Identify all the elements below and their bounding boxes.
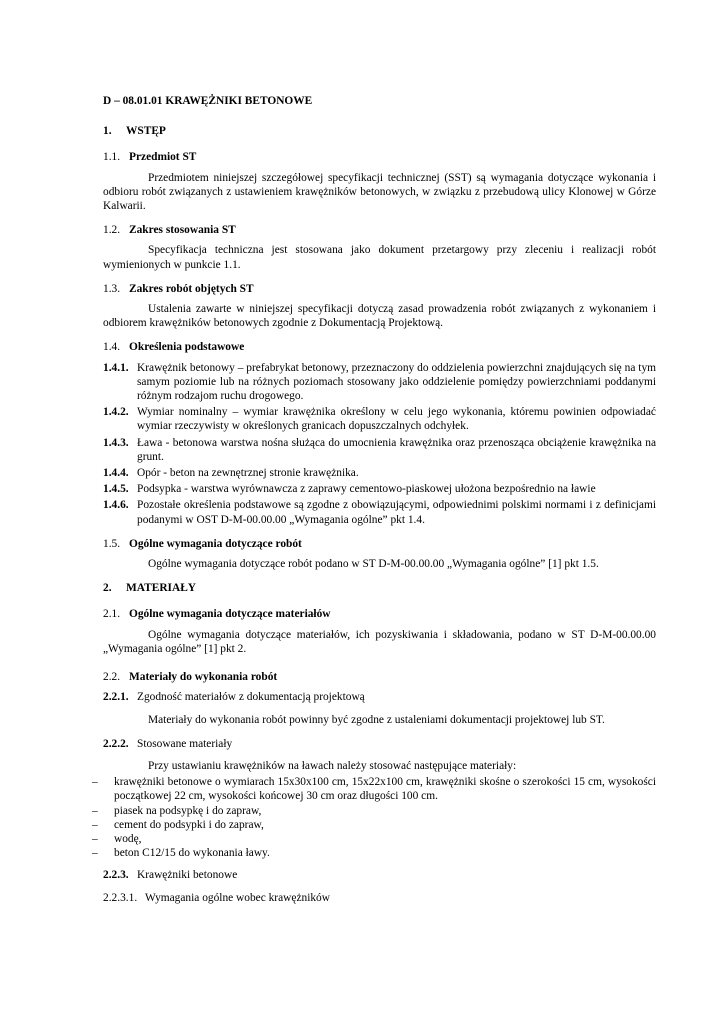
section-number: 2.2.2. [103,737,129,750]
section-label: Zgodność materiałów z dokumentacją projektową [137,691,365,704]
list-item [92,804,656,818]
list-item-text: beton C12/15 do wykonania ławy. [114,847,270,860]
section-1-1-heading [103,150,656,164]
section-label: Krawężniki betonowe [137,869,238,882]
dash-marker: – [92,818,98,831]
section-1-heading [103,124,656,138]
section-number: 1.5. [103,537,121,550]
section-2-heading [103,581,656,595]
section-number: 2.1. [103,608,121,621]
definition-item [103,361,656,404]
definition-text: Opór - beton na zewnętrznej stronie krawężnika. [137,467,359,480]
section-number: 1.4. [103,341,121,354]
section-number: 1.3. [103,282,121,295]
section-1-4-heading [103,340,656,354]
section-2-2-3-heading [103,868,656,882]
section-2-2-3-1-heading [103,891,656,905]
document-title: D – 08.01.01 KRAWĘŻNIKI BETONOWE [103,95,313,107]
list-item-text: wodę, [114,832,142,845]
dash-marker: – [92,847,98,860]
definition-text: Podsypka - warstwa wyrównawcza z zaprawy cementowo-piaskowej ułożona bezpośrednio na ławie [137,483,596,496]
definition-number: 1.4.1. [103,361,129,374]
definition-text: Krawężnik betonowy – prefabrykat betonowy, przeznaczony do oddzielenia powierzchni znajdujących się na tym samym poziomie lub na różnych poziomach stosowany jako oddzielenie pomiędzy powierzchniami poddanymi różnym rodzajom ruchu drogowego. [137,361,656,403]
section-1-2-heading [103,223,656,237]
section-2-2-2-heading [103,737,656,751]
definition-text: Wymiar nominalny – wymiar krawężnika określony w celu jego wykonania, któremu powinien odpowiadać wymiar rzeczywisty w określonych granicach dopuszczalnych odchyłek. [137,406,656,433]
definition-number: 1.4.4. [103,467,129,480]
section-number: 1.2. [103,224,121,237]
section-1-3-heading [103,282,656,296]
definition-item [103,498,656,526]
definition-item [103,466,656,480]
section-label: Zakres stosowania ST [129,224,236,237]
list-item-text: piasek na podsypkę i do zapraw, [114,804,262,817]
definition-text: Ława - betonowa warstwa nośna służąca do umocnienia krawężnika oraz przenosząca obciążenie krawężnika na grunt. [137,436,656,463]
section-number: 1.1. [103,151,121,164]
list-item [92,818,656,832]
section-2-2-heading [103,670,656,684]
section-label: Zakres robót objętych ST [129,282,254,295]
definition-item [103,405,656,433]
section-2-2-2-intro: Przy ustawianiu krawężników na ławach należy stosować następujące materiały: [148,759,517,772]
definition-number: 1.4.3. [103,436,129,449]
section-2-1-heading [103,607,656,621]
section-1-1-text: Przedmiotem niniejszej szczegółowej specyfikacji technicznej (SST) są wymagania dotyczące wykonania i odbioru robót związanych z ustawieniem krawężników betonowych, w związku z przebudową ulicy Klonowej w Górze Kalwarii. [103,171,656,213]
section-2-2-1-heading [103,690,656,704]
section-1-3-text: Ustalenia zawarte w niniejszej specyfikacji dotyczą zasad prowadzenia robót związanych z wykonaniem i odbiorem krawężników betonowych zgodnie z Dokumentacją Projektową. [103,303,656,330]
section-label: WSTĘP [126,125,166,138]
section-2-2-1-text: Materiały do wykonania robót powinny być zgodne z ustaleniami dokumentacji projektowej lub ST. [148,713,605,726]
list-item [92,846,656,860]
section-label: Stosowane materiały [137,737,233,750]
section-label: Ogólne wymagania dotyczące materiałów [129,608,331,621]
definitions-list [103,361,656,527]
dash-marker: – [92,776,98,789]
list-item [92,775,656,803]
section-1-5-heading [103,537,656,551]
section-number: 2.2.1. [103,691,129,704]
section-label: Przedmiot ST [129,151,197,164]
section-number: 2.2.3.1. [103,891,138,904]
definition-number: 1.4.2. [103,406,129,419]
materials-list [92,775,656,860]
definition-item [103,436,656,464]
section-number: 2.2. [103,671,121,684]
section-number: 2. [103,582,112,595]
definition-item [103,482,656,496]
definition-text: Pozostałe określenia podstawowe są zgodne z obowiązującymi, odpowiednimi polskimi normami i z definicjami podanymi w OST D-M-00.00.00 „Wymagania ogólne” pkt 1.4. [137,499,656,526]
section-label: Materiały do wykonania robót [129,671,278,684]
list-item-text: krawężniki betonowe o wymiarach 15x30x100 cm, 15x22x100 cm, krawężniki skośne o szerokości 15 cm, wysokości początkowej 22 cm, wysokości końcowej 30 cm oraz długości 100 cm. [114,776,656,803]
list-item-text: cement do podsypki i do zapraw, [114,818,264,831]
document-page [92,94,656,913]
definition-number: 1.4.6. [103,499,129,512]
section-label: Określenia podstawowe [129,341,245,354]
section-number: 1. [103,125,112,138]
section-number: 2.2.3. [103,869,129,882]
section-2-1-text: Ogólne wymagania dotyczące materiałów, ich pozyskiwania i składowania, podano w ST D-M-00.00.00 „Wymagania ogólne” [1] pkt 2. [103,628,656,655]
dash-marker: – [92,804,98,817]
section-label: Ogólne wymagania dotyczące robót [129,537,302,550]
dash-marker: – [92,832,98,845]
section-label: Wymagania ogólne wobec krawężników [145,891,330,904]
section-1-5-text: Ogólne wymagania dotyczące robót podano w ST D-M-00.00.00 „Wymagania ogólne” [1] pkt 1.5. [148,558,599,571]
list-item [92,832,656,846]
section-1-2-text: Specyfikacja techniczna jest stosowana jako dokument przetargowy przy zleceniu i realizacji robót wymienionych w punkcie 1.1. [103,244,656,271]
section-label: MATERIAŁY [126,582,197,595]
definition-number: 1.4.5. [103,483,129,496]
